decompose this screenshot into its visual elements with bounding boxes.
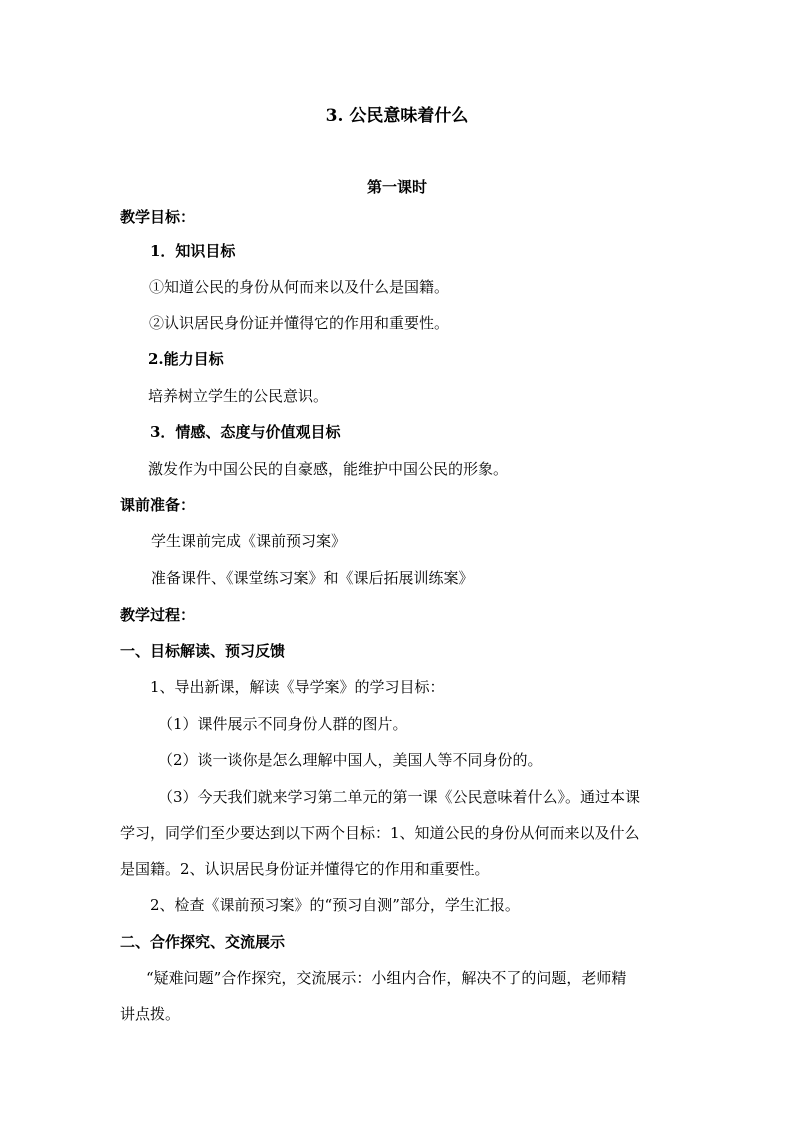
paragraph-line: ②认识居民身份证并懂得它的作用和重要性。: [149, 314, 450, 332]
paragraph-line: 讲点拨。: [120, 1005, 181, 1023]
paragraph-line: ①知道公民的身份从何而来以及什么是国籍。: [149, 278, 450, 296]
paragraph-line: （2）谈一谈你是怎么理解中国人，美国人等不同身份的。: [158, 751, 543, 769]
section-heading-1: 一、目标解读、预习反馈: [120, 642, 286, 660]
heading-preparation: 课前准备：: [120, 496, 196, 514]
heading-ability-goal: 2.能力目标: [148, 350, 224, 368]
page-title: 3. 公民意味着什么: [325, 106, 469, 126]
paragraph-line: 激发作为中国公民的自豪感，能维护中国公民的形象。: [148, 460, 509, 478]
paragraph-line: （1）课件展示不同身份人群的图片。: [158, 715, 408, 733]
heading-knowledge-goal: 1．知识目标: [150, 242, 236, 260]
heading-teaching-process: 教学过程：: [120, 606, 196, 624]
paragraph-line: 2、检查《课前预习案》的“预习自测”部分，学生汇报。: [150, 896, 520, 914]
page-subtitle: 第一课时: [366, 178, 427, 196]
paragraph-line: 准备课件、《课堂练习案》和《课后拓展训练案》: [151, 569, 474, 587]
paragraph-line: “疑难问题”合作探究，交流展示：小组内合作，解决不了的问题，老师精: [146, 969, 627, 987]
paragraph-line: 培养树立学生的公民意识。: [148, 387, 329, 405]
paragraph-line: 是国籍。2、认识居民身份证并懂得它的作用和重要性。: [120, 860, 490, 878]
section-heading-2: 二、合作探究、交流展示: [120, 933, 286, 951]
heading-attitude-goal: 3．情感、态度与价值观目标: [150, 423, 341, 441]
heading-teaching-goals: 教学目标：: [120, 208, 196, 226]
paragraph-line: 学生课前完成《课前预习案》: [151, 532, 347, 550]
paragraph-line: 学习，同学们至少要达到以下两个目标：1、知道公民的身份从何而来以及什么: [120, 824, 640, 842]
paragraph-line: 1、导出新课，解读《导学案》的学习目标：: [150, 678, 445, 696]
paragraph-line: （3）今天我们就来学习第二单元的第一课《公民意味着什么》。通过本课: [158, 788, 641, 806]
